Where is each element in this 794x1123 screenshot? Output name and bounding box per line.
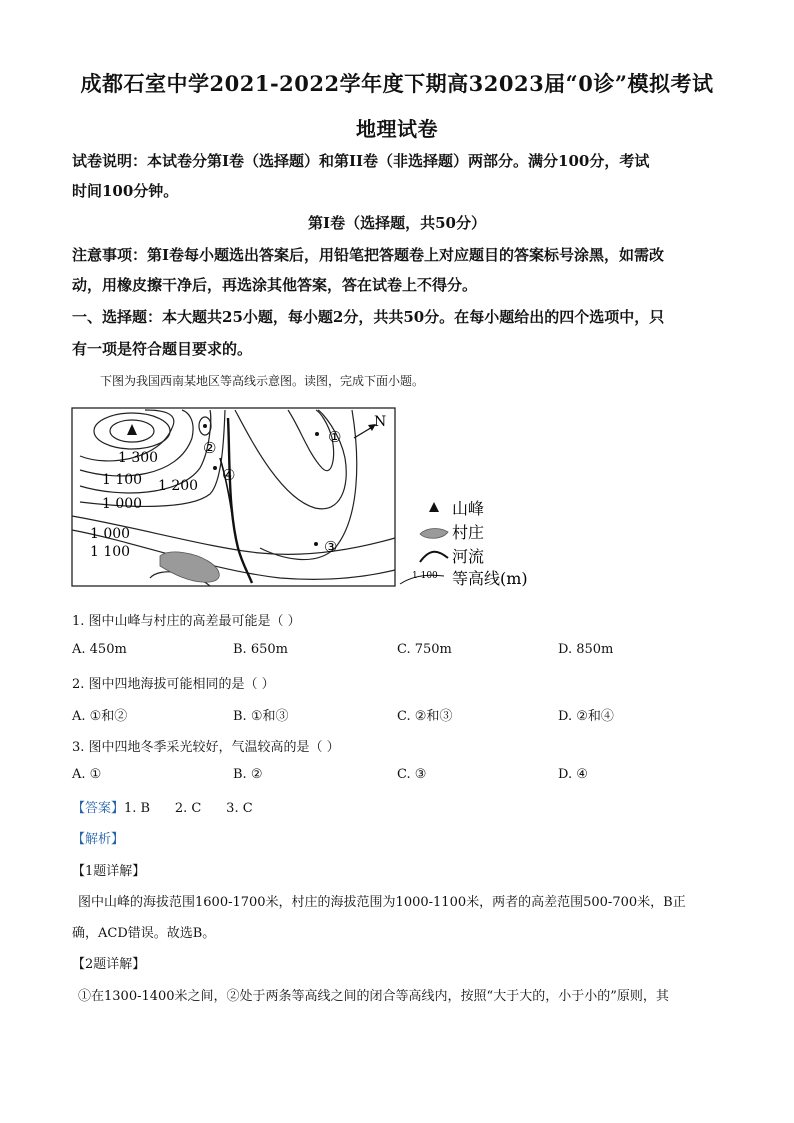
exam-note-line1: 试卷说明：本试卷分第Ⅰ卷（选择题）和第II卷（非选择题）两部分。满分100分，考试 — [72, 152, 650, 170]
q2-detail-line1: ①在1300-1400米之间，②处于两条等高线之间的闭合等高线内，按照“大于大的，小于小的”原则，其 — [78, 989, 669, 1004]
point-3-dot — [314, 542, 318, 546]
legend-contour-sample: 1 100 — [412, 571, 438, 581]
part1-line2: 有一项是符合题目要求的。 — [72, 340, 253, 358]
figure-caption: 下图为我国西南某地区等高线示意图。读图，完成下面小题。 — [100, 374, 425, 388]
point-1-label: ① — [328, 428, 342, 446]
question-1-option-c[interactable]: C. 750m — [397, 642, 452, 657]
question-1-option-d[interactable]: D. 850m — [558, 642, 614, 657]
q1-detail-line2: 确，ACD错误。故选B。 — [72, 926, 216, 941]
notice-line2: 动，用橡皮擦干净后，再选涂其他答案，答在试卷上不得分。 — [72, 276, 478, 294]
question-2-option-b[interactable]: B. ①和③ — [233, 709, 289, 724]
notice-line1: 注意事项：第Ⅰ卷每小题选出答案后，用铅笔把答题卷上对应题目的答案标号涂黑，如需改 — [72, 246, 665, 264]
exam-note-line2: 时间100分钟。 — [72, 182, 179, 200]
question-2-stem: 2. 图中四地海拔可能相同的是（ ） — [72, 677, 275, 692]
page-subtitle: 地理试卷 — [356, 117, 438, 141]
question-1-stem: 1. 图中山峰与村庄的高差最可能是（ ） — [72, 614, 301, 629]
page-title: 成都石室中学2021-2022学年度下期高32023届“0诊”模拟考试 — [80, 71, 714, 96]
question-1-option-a[interactable]: A. 450m — [72, 642, 127, 657]
answer-tag: 【答案】 — [72, 801, 125, 816]
question-1-option-b[interactable]: B. 650m — [233, 642, 288, 657]
answer-values: 1. B 2. C 3. C — [124, 801, 253, 816]
question-2-option-d[interactable]: D. ②和④ — [558, 709, 614, 724]
q1-detail-tag: 【1题详解】 — [72, 864, 146, 879]
question-3-option-c[interactable]: C. ③ — [397, 767, 427, 782]
point-3-label: ③ — [324, 538, 338, 556]
legend-peak-icon — [429, 502, 439, 512]
section-title: 第Ⅰ卷（选择题，共50分） — [308, 214, 486, 232]
contour-label-1100-lower: 1 100 — [90, 544, 131, 560]
question-3-option-b[interactable]: B. ② — [233, 767, 263, 782]
analysis-tag: 【解析】 — [72, 832, 125, 847]
contour-label-1100-upper: 1 100 — [102, 472, 143, 488]
point-4-label: ④ — [222, 466, 236, 484]
legend-contour-label: 等高线(m) — [452, 569, 528, 588]
contour-label-1200: 1 200 — [158, 478, 199, 494]
north-label: N — [374, 414, 387, 430]
legend-village-label: 村庄 — [452, 523, 485, 542]
question-2-option-a[interactable]: A. ①和② — [72, 709, 128, 724]
contour-label-1000-upper: 1 000 — [102, 496, 143, 512]
point-2-label: ② — [203, 439, 217, 457]
legend-river-label: 河流 — [452, 547, 485, 566]
contour-label-1300: 1 300 — [118, 450, 159, 466]
question-3-stem: 3. 图中四地冬季采光较好，气温较高的是（ ） — [72, 740, 340, 755]
legend-peak-label: 山峰 — [452, 499, 485, 518]
point-1-dot — [315, 432, 319, 436]
part1-line1: 一、选择题：本大题共25小题，每小题2分，共共50分。在每小题给出的四个选项中，只 — [72, 308, 665, 326]
question-2-option-c[interactable]: C. ②和③ — [397, 709, 453, 724]
q2-detail-tag: 【2题详解】 — [72, 957, 146, 972]
contour-label-1000-lower: 1 000 — [90, 526, 131, 542]
point-4-dot — [213, 466, 217, 470]
question-3-option-d[interactable]: D. ④ — [558, 767, 588, 782]
question-3-option-a[interactable]: A. ① — [72, 767, 102, 782]
answer-line — [72, 797, 253, 816]
legend-village-icon — [420, 529, 448, 539]
contour-map-figure — [60, 398, 550, 598]
point-2-dot — [203, 424, 207, 428]
q1-detail-line1: 图中山峰的海拔范围1600-1700米，村庄的海拔范围为1000-1100米，两者的高差范围500-700米，B正 — [78, 895, 686, 910]
legend-river-icon — [420, 552, 448, 562]
